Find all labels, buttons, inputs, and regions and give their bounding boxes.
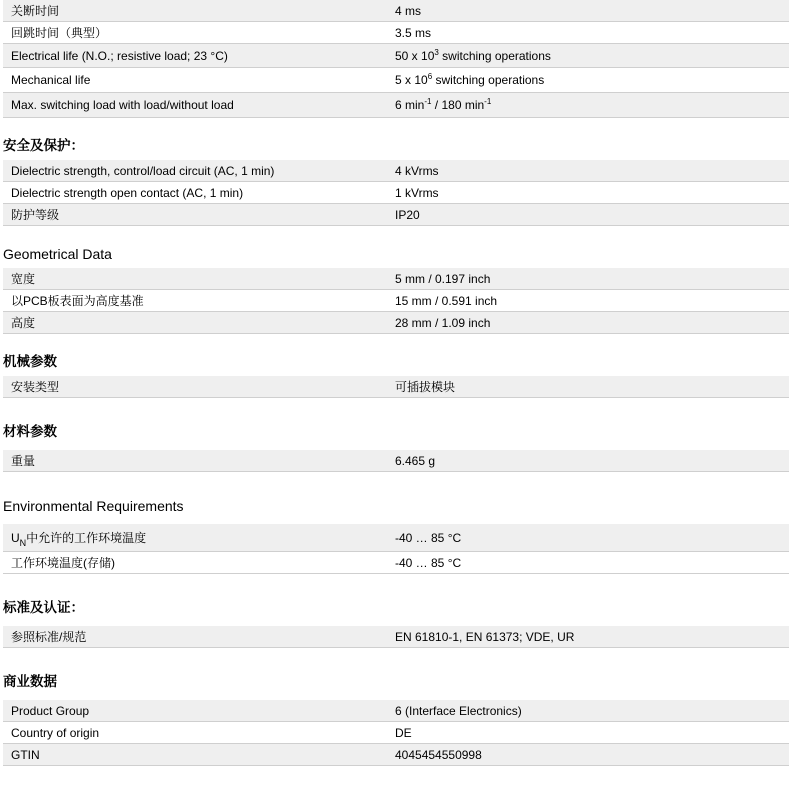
row-label: 高度 bbox=[11, 316, 36, 330]
row-label: 防护等级 bbox=[11, 208, 60, 222]
row-value: 可插拔模块 bbox=[395, 380, 456, 394]
row-label: Electrical life (N.O.; resistive load; 23 °C) bbox=[11, 48, 228, 63]
row-value: -40 … 85 °C bbox=[395, 555, 462, 570]
row-label: 以PCB板表面为高度基准 bbox=[11, 294, 144, 308]
row-label: 参照标准/规范 bbox=[11, 630, 87, 644]
row-value: 4 kVrms bbox=[395, 163, 439, 178]
table-row bbox=[3, 626, 789, 648]
row-label: Max. switching load with load/without load bbox=[11, 98, 234, 112]
row-label: 安装类型 bbox=[11, 380, 60, 394]
table-row bbox=[3, 290, 789, 312]
table-row bbox=[3, 22, 789, 44]
row-value: DE bbox=[395, 725, 412, 740]
row-label: GTIN bbox=[11, 747, 40, 762]
spec-table-standards bbox=[3, 626, 789, 648]
table-row bbox=[3, 182, 789, 204]
table-row bbox=[3, 68, 789, 93]
spec-table-material bbox=[3, 450, 789, 472]
row-label: 宽度 bbox=[11, 272, 36, 286]
section-heading: 标准及认证： bbox=[3, 600, 84, 615]
spec-table-environment bbox=[3, 524, 789, 574]
row-label: 回跳时间（典型） bbox=[11, 26, 108, 40]
table-row bbox=[3, 450, 789, 472]
row-value: IP20 bbox=[395, 207, 420, 222]
row-value: 15 mm / 0.591 inch bbox=[395, 293, 498, 308]
row-value: 6 $\min^{-1} / 180$ $\min^{-1}$ bbox=[395, 97, 492, 112]
row-value: EN 61810-1, EN 61373; VDE, UR bbox=[395, 629, 575, 644]
section-heading: 机械参数 bbox=[3, 354, 57, 369]
table-row bbox=[3, 700, 789, 722]
section-heading: 材料参数 bbox=[3, 424, 57, 439]
spec-table-safety bbox=[3, 160, 789, 226]
table-row bbox=[3, 0, 789, 22]
section-heading: 安全及保护： bbox=[3, 138, 84, 153]
row-value: -40 … 85 °C bbox=[395, 530, 462, 545]
spec-table-geometry bbox=[3, 268, 789, 334]
spec-table-timing bbox=[3, 0, 789, 118]
row-label: 关断时间 bbox=[11, 4, 60, 18]
table-row bbox=[3, 160, 789, 182]
row-value: 6 (Interface Electronics) bbox=[395, 703, 522, 718]
row-label: Dielectric strength, control/load circuit (AC, 1 min) bbox=[11, 163, 275, 178]
row-value: 28 mm / 1.09 inch bbox=[395, 315, 491, 330]
table-row bbox=[3, 376, 789, 398]
table-row bbox=[3, 312, 789, 334]
table-row bbox=[3, 744, 789, 766]
row-value: 5 x $10^6$ switching operations bbox=[395, 72, 545, 87]
row-label: 重量 bbox=[11, 454, 36, 468]
table-row bbox=[3, 268, 789, 290]
row-value: 50 x $10^3$ switching operations bbox=[395, 47, 551, 63]
row-value: 4 ms bbox=[395, 3, 422, 18]
row-value: 3.5 ms bbox=[395, 25, 432, 40]
spec-table-mechanical bbox=[3, 376, 789, 398]
section-heading: Geometrical Data bbox=[3, 246, 112, 262]
table-row bbox=[3, 552, 789, 574]
row-value: 4045454550998 bbox=[395, 747, 482, 762]
table-row bbox=[3, 93, 789, 118]
section-heading: Environmental Requirements bbox=[3, 498, 184, 514]
row-value: 6.465 g bbox=[395, 453, 436, 468]
row-value: 5 mm / 0.197 inch bbox=[395, 271, 491, 286]
table-row bbox=[3, 204, 789, 226]
row-label: 工作环境温度(存储) bbox=[11, 556, 115, 570]
table-row bbox=[3, 524, 789, 552]
section-heading: 商业数据 bbox=[3, 674, 57, 689]
row-label: Product Group bbox=[11, 703, 90, 718]
row-label: Mechanical life bbox=[11, 73, 91, 87]
table-row bbox=[3, 722, 789, 744]
table-row bbox=[3, 44, 789, 68]
row-label: Dielectric strength open contact (AC, 1 min) bbox=[11, 185, 244, 200]
row-label: Country of origin bbox=[11, 725, 100, 740]
row-label: $U_N$中允许的工作环境温度 bbox=[11, 531, 147, 548]
row-value: 1 kVrms bbox=[395, 185, 439, 200]
spec-table-commercial bbox=[3, 700, 789, 766]
